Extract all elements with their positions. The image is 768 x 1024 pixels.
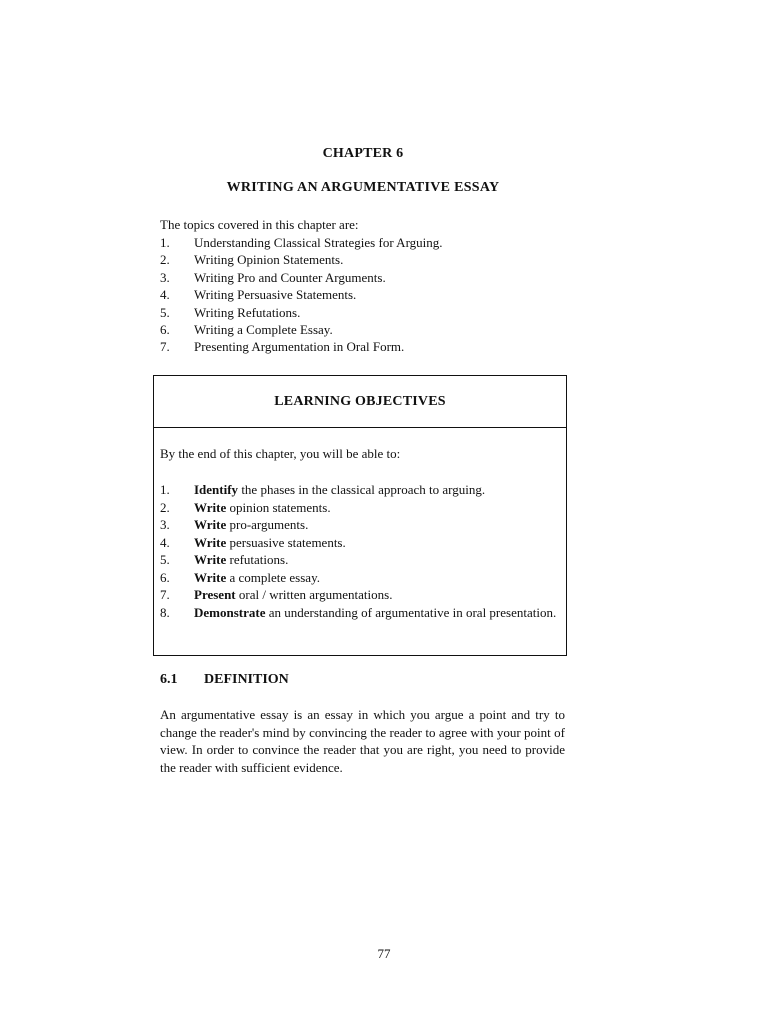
- topics-intro: The topics covered in this chapter are:: [160, 217, 359, 232]
- objective-item: [160, 516, 560, 534]
- topic-number: 7.: [160, 339, 170, 355]
- objective-number: 3.: [160, 517, 170, 532]
- topic-text: Presenting Argumentation in Oral Form.: [194, 339, 405, 355]
- objective-verb: Write: [194, 499, 227, 515]
- objective-description: pro-arguments.: [226, 517, 309, 532]
- topic-number: 3.: [160, 269, 170, 285]
- objective-number: 7.: [160, 587, 170, 602]
- topic-number: 1.: [160, 235, 170, 250]
- objective-verb: Write: [194, 569, 227, 585]
- learning-objectives-heading: LEARNING OBJECTIVES: [154, 376, 566, 428]
- objectives-intro: By the end of this chapter, you will be able to:: [160, 446, 401, 461]
- objective-text: [194, 586, 560, 604]
- objective-number: 2.: [160, 499, 170, 515]
- section-heading: [160, 672, 289, 688]
- topic-number: 5.: [160, 304, 170, 320]
- topic-item: [160, 269, 443, 286]
- objective-text: [194, 569, 560, 587]
- objective-number: 1.: [160, 482, 170, 497]
- topic-item: [160, 251, 443, 268]
- objective-verb: Write: [194, 552, 227, 567]
- objective-description: an understanding of argumentative in oral presentation.: [265, 604, 557, 620]
- objective-description: oral / written argumentations.: [235, 587, 393, 602]
- objective-item: [160, 481, 560, 499]
- objective-description: a complete essay.: [226, 569, 320, 585]
- section-number: 6.1: [160, 672, 178, 687]
- topic-text: Writing Refutations.: [194, 304, 301, 320]
- objective-description: refutations.: [226, 552, 289, 567]
- page-number: 77: [377, 946, 391, 961]
- topic-item: [160, 304, 443, 321]
- objective-verb: Present: [194, 587, 236, 602]
- definition-paragraph: An argumentative essay is an essay in which you argue a point and try to change the reader's mind by convincing the reader to agree with your point of view. In order to convince the reader that you are right, you need to provide the reader with sufficient evidence.: [160, 707, 565, 775]
- topic-number: 4.: [160, 287, 170, 303]
- objective-item: [160, 499, 560, 517]
- objective-text: [194, 516, 560, 534]
- learning-objectives-box: [153, 375, 567, 656]
- objective-item: [160, 569, 560, 587]
- objective-item: [160, 534, 560, 552]
- objective-number: 5.: [160, 552, 170, 567]
- topic-item: [160, 321, 443, 338]
- chapter-label: CHAPTER 6: [322, 146, 404, 161]
- topic-number: 6.: [160, 321, 170, 337]
- objective-text: [194, 481, 560, 499]
- objective-item: [160, 586, 560, 604]
- objective-description: opinion statements.: [226, 499, 331, 515]
- objective-number: 4.: [160, 534, 170, 550]
- objective-text: [194, 534, 560, 552]
- objective-verb: Write: [194, 534, 227, 550]
- objective-verb: Write: [194, 517, 227, 532]
- objective-number: 6.: [160, 569, 170, 585]
- objective-description: the phases in the classical approach to arguing.: [238, 482, 486, 497]
- objective-item: [160, 604, 560, 622]
- objective-verb: Demonstrate: [194, 604, 266, 620]
- objective-description: persuasive statements.: [226, 534, 346, 550]
- objective-text: [194, 604, 560, 622]
- topic-item: [160, 286, 443, 303]
- objective-text: [194, 499, 560, 517]
- topic-text: Writing Persuasive Statements.: [194, 287, 357, 303]
- objective-text: [194, 551, 560, 569]
- topics-list: [160, 234, 443, 356]
- topic-text: Understanding Classical Strategies for Arguing.: [194, 235, 443, 250]
- topic-text: Writing a Complete Essay.: [194, 321, 333, 337]
- objective-item: [160, 551, 560, 569]
- topic-text: Writing Opinion Statements.: [194, 252, 344, 268]
- topic-number: 2.: [160, 252, 170, 268]
- objectives-list: [160, 481, 560, 621]
- topic-item: [160, 338, 443, 355]
- objective-verb: Identify: [194, 482, 239, 497]
- section-title: DEFINITION: [204, 672, 289, 687]
- topic-item: [160, 234, 443, 251]
- objective-number: 8.: [160, 604, 170, 620]
- topic-text: Writing Pro and Counter Arguments.: [194, 269, 386, 285]
- chapter-title: WRITING AN ARGUMENTATIVE ESSAY: [226, 180, 500, 195]
